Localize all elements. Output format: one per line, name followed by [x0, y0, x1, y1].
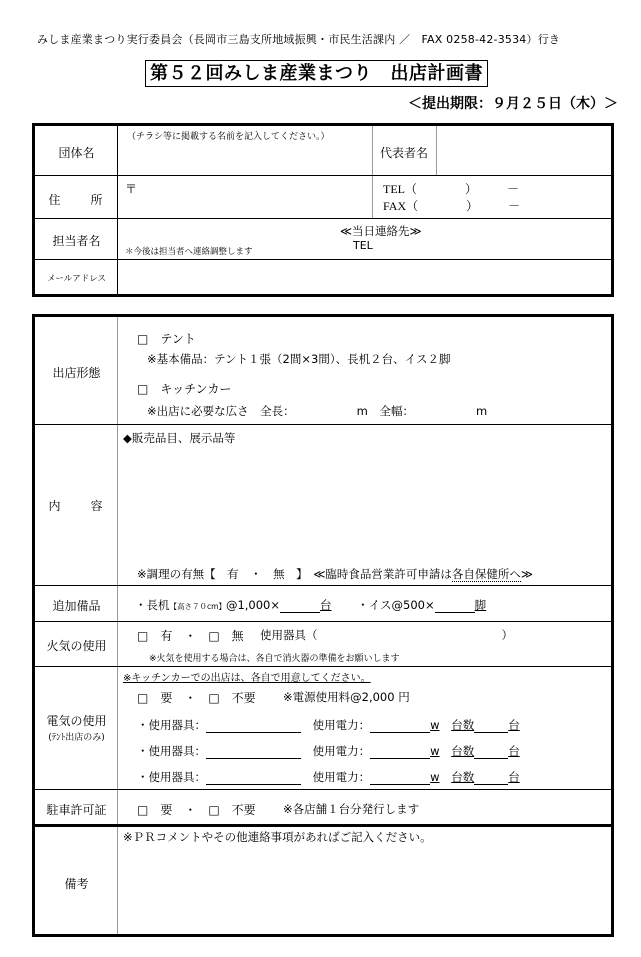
count-field[interactable] [474, 772, 508, 785]
power-field[interactable] [370, 746, 430, 759]
cooking-text: ※調理の有無【 有 ・ 無 】 ≪臨時食品営業許可申請は [137, 567, 452, 581]
contents-label: 内 容 [48, 499, 105, 513]
shop-plan-table [32, 314, 614, 937]
day-contact-label: ≪当日連絡先≫ [340, 224, 422, 238]
tel-line[interactable]: TEL（ ） － [383, 182, 519, 196]
parking-note: ※各店舗１台分発行します [283, 802, 420, 816]
day-tel-label: TEL [353, 239, 373, 252]
electric-row [137, 743, 520, 759]
remarks-note: ※ＰＲコメントやその他連絡事項があればご記入ください。 [123, 830, 432, 844]
row-divider [35, 424, 611, 425]
row-divider [35, 824, 611, 827]
remarks-label: 備考 [64, 877, 89, 891]
org-name-field[interactable] [123, 144, 368, 172]
row-divider [35, 259, 611, 260]
row-divider [35, 585, 611, 586]
kitchen-size-line [147, 403, 487, 419]
row-divider [35, 621, 611, 622]
kitchen-car-electric-note: ※キッチンカーでの出店は、各自で用意してください。 [123, 673, 371, 684]
power-label: 使用電力： [312, 770, 371, 784]
electric-fee: ※電源使用料@2,000 円 [283, 690, 410, 704]
extra-equipment-line [135, 597, 486, 613]
unit-m: m [476, 404, 488, 418]
power-field[interactable] [370, 772, 430, 785]
electric-sublabel: (ﾃﾝﾄ出店のみ) [48, 733, 105, 743]
page-title: 第５２回みしま産業まつり 出店計画書 [145, 60, 488, 87]
email-label: メールアドレス [46, 274, 107, 284]
chair-unit: 脚 [474, 598, 487, 612]
items-field[interactable] [123, 447, 603, 557]
org-name-note: （チラシ等に掲載する名前を記入してください。） [127, 132, 330, 142]
postal-mark: 〒 [125, 182, 138, 196]
fire-use-label: 火気の使用 [46, 639, 107, 653]
electric-row [137, 717, 520, 733]
device-field[interactable] [206, 772, 301, 785]
device-label: ・使用器具： [137, 744, 206, 758]
count-label: 台数 [451, 718, 475, 732]
divider [117, 317, 118, 934]
power-field[interactable] [370, 720, 430, 733]
deadline: ＜提出期限：９月２５日（木）＞ [408, 96, 618, 112]
row-divider [35, 666, 611, 667]
desk-price: @1,000× [225, 598, 280, 612]
address-field[interactable] [135, 180, 367, 214]
power-label: 使用電力： [312, 718, 371, 732]
contact-note: ＊今後は担当者へ連絡調整します [125, 247, 253, 257]
fire-equipment[interactable]: 使用器具（ ） [260, 628, 513, 642]
cooking-end: ≫ [520, 567, 533, 581]
parking-options[interactable]: □ 要 ・ □ 不要 [137, 803, 256, 817]
kitchen-length-label: ※出店に必要な広さ 全長： [147, 404, 295, 418]
kitchen-car-checkbox[interactable]: □ キッチンカー [137, 382, 232, 396]
count-label: 台数 [451, 744, 475, 758]
tent-checkbox[interactable]: □ テント [137, 332, 196, 346]
device-label: ・使用器具： [137, 718, 206, 732]
unit-m: m [356, 404, 368, 418]
cooking-line [137, 566, 533, 582]
unit-w: w [430, 770, 440, 784]
unit-count: 台 [508, 770, 520, 784]
applicant-info-table [32, 123, 614, 297]
parking-permit-label: 駐車許可証 [46, 803, 107, 817]
unit-count: 台 [508, 718, 520, 732]
unit-w: w [430, 718, 440, 732]
row-divider [35, 789, 611, 790]
address-label: 住 所 [48, 193, 105, 207]
items-heading: ◆販売品目、展示品等 [123, 431, 236, 445]
count-label: 台数 [451, 770, 475, 784]
tent-note: ※基本備品：テント１張（2間×3間）、長机２台、イス２脚 [147, 352, 451, 366]
desk-label: ・長机 [135, 598, 170, 612]
fire-note: ※火気を使用する場合は、各自で消火器の準備をお願いします [149, 654, 400, 664]
org-name-label: 団体名 [58, 146, 95, 160]
desk-qty-field[interactable] [280, 600, 320, 613]
kitchen-width-label: 全幅： [379, 404, 414, 418]
email-field[interactable] [125, 264, 605, 290]
desk-size: 【高さ７０cm】 [169, 602, 226, 611]
contact-label: 担当者名 [52, 234, 101, 248]
contact-name-field[interactable] [125, 222, 325, 242]
recipient-line: みしま産業まつり実行委員会（長岡市三島支所地域振興・市民生活課内 ／ FAX 0258-42-3534）行き [37, 33, 561, 46]
row-divider [35, 218, 611, 219]
unit-w: w [430, 744, 440, 758]
electric-row [137, 769, 520, 785]
chair-qty-field[interactable] [435, 600, 475, 613]
power-label: 使用電力： [312, 744, 371, 758]
rep-label: 代表者名 [380, 146, 429, 160]
divider [436, 126, 437, 175]
unit-count: 台 [508, 744, 520, 758]
chair-label: ・イス@500× [357, 598, 435, 612]
desk-unit: 台 [320, 598, 332, 612]
electric-options[interactable]: □ 要 ・ □ 不要 [137, 691, 256, 705]
fire-options[interactable]: □ 有 ・ □ 無 [137, 629, 244, 643]
remarks-field[interactable] [123, 847, 603, 929]
row-divider [35, 175, 611, 176]
fax-line[interactable]: FAX（ ） － [383, 199, 521, 213]
device-field[interactable] [206, 720, 301, 733]
health-center-link: 各自保健所へ [451, 567, 521, 581]
divider [372, 126, 373, 218]
count-field[interactable] [474, 746, 508, 759]
shop-type-label: 出店形態 [52, 366, 101, 380]
device-field[interactable] [206, 746, 301, 759]
electric-use-label: 電気の使用 [46, 714, 107, 728]
count-field[interactable] [474, 720, 508, 733]
device-label: ・使用器具： [137, 770, 206, 784]
rep-name-field[interactable] [441, 130, 606, 172]
extra-equipment-label: 追加備品 [52, 599, 101, 613]
